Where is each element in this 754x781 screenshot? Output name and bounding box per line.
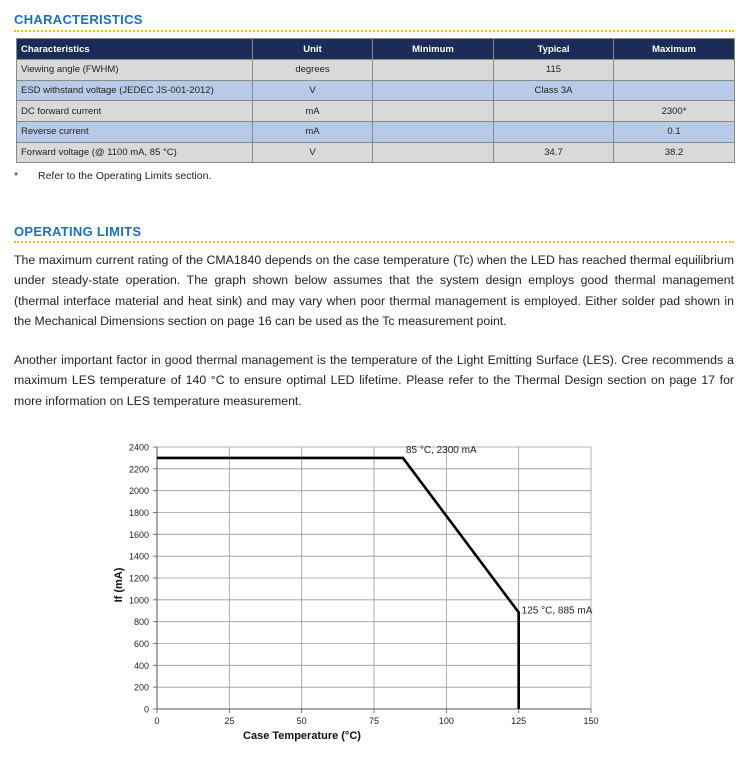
operating-limits-title: OPERATING LIMITS (14, 224, 142, 239)
operating-limits-paragraph-1: The maximum current rating of the CMA1840 depends on the case temperature (Tc) when the LED has reached thermal equilibrium under steady-state operation. The graph shown below assumes that the system design employs good thermal management (thermal interface material and heat sink) and may vary when poor thermal management is employed. Either solder pad shown in the Mechanical Dimensions section on page 16 can be used as the Tc measurement point. (14, 253, 734, 328)
table-cell: mA (253, 101, 373, 122)
y-tick-label: 2400 (128, 442, 149, 453)
table-row (17, 122, 735, 143)
x-axis-label: Case Temperature (°C) (243, 730, 361, 742)
table-cell (373, 80, 494, 101)
header-characteristics: Characteristics (17, 39, 253, 60)
table-cell: Forward voltage (@ 1100 mA, 85 °C) (17, 142, 253, 163)
table-cell (494, 122, 614, 143)
table-cell (614, 60, 735, 81)
y-tick-label: 1000 (128, 595, 149, 606)
table-cell: 115 (494, 60, 614, 81)
table-cell: degrees (253, 60, 373, 81)
table-row (17, 80, 735, 101)
derating-chart (0, 440, 754, 780)
x-tick-label: 75 (368, 716, 380, 726)
x-tick-label: 150 (583, 716, 599, 726)
table-cell (373, 60, 494, 81)
footnote-text: Refer to the Operating Limits section. (38, 170, 212, 182)
y-axis-label: If (mA) (113, 567, 125, 603)
operating-limits-divider (14, 241, 734, 243)
table-cell: V (253, 142, 373, 163)
table-row (17, 101, 735, 122)
characteristics-title: CHARACTERISTICS (14, 12, 143, 27)
table-row (17, 142, 735, 163)
y-tick-label: 1600 (128, 529, 149, 540)
footnote-mark: * (14, 170, 19, 182)
y-tick-label: 400 (133, 660, 149, 671)
y-tick-label: 1400 (128, 551, 149, 562)
operating-limits-paragraph-2: Another important factor in good thermal management is the temperature of the Light Emitting Surface (LES). Cree recommends a maximum LES temperature of 140 °C to ensure optimal LED lifetime. Please refer to the Thermal Design section on page 17 for more information on LES temperature measurement. (14, 353, 734, 408)
characteristics-table (16, 38, 735, 163)
y-tick-label: 1200 (128, 573, 149, 584)
table-cell: mA (253, 122, 373, 143)
y-tick-label: 200 (133, 682, 149, 693)
characteristics-divider (14, 30, 734, 32)
table-cell (494, 101, 614, 122)
table-cell (373, 101, 494, 122)
table-cell: 38.2 (614, 142, 735, 163)
table-cell: Class 3A (494, 80, 614, 101)
table-cell: 2300* (614, 101, 735, 122)
header-maximum: Maximum (614, 39, 735, 60)
table-row (17, 60, 735, 81)
header-typical: Typical (494, 39, 614, 60)
table-footnote (14, 170, 211, 182)
table-cell: V (253, 80, 373, 101)
table-cell (373, 142, 494, 163)
header-unit: Unit (253, 39, 373, 60)
y-tick-label: 1800 (128, 508, 149, 518)
y-tick-label: 0 (143, 704, 149, 715)
y-tick-label: 800 (133, 617, 149, 628)
table-cell (614, 80, 735, 101)
x-tick-label: 125 (511, 716, 527, 726)
table-header-row (17, 39, 735, 60)
y-tick-label: 600 (133, 639, 149, 649)
x-tick-label: 50 (296, 716, 307, 726)
point-annotation: 85 °C, 2300 mA (405, 444, 477, 456)
table-cell: ESD withstand voltage (JEDEC JS-001-2012) (17, 80, 253, 101)
x-tick-label: 25 (224, 716, 235, 726)
point-annotation: 125 °C, 885 mA (521, 605, 593, 617)
x-tick-label: 100 (438, 716, 454, 726)
y-tick-label: 2000 (128, 486, 149, 497)
x-tick-label: 0 (154, 716, 160, 726)
table-cell: 0.1 (614, 122, 735, 143)
derating-curve (157, 458, 519, 709)
table-cell: Viewing angle (FWHM) (17, 60, 253, 81)
table-cell: 34.7 (494, 142, 614, 163)
y-tick-label: 2200 (128, 464, 149, 475)
table-cell: DC forward current (17, 101, 253, 122)
header-minimum: Minimum (373, 39, 494, 60)
table-cell (373, 122, 494, 143)
table-cell: Reverse current (17, 122, 253, 143)
